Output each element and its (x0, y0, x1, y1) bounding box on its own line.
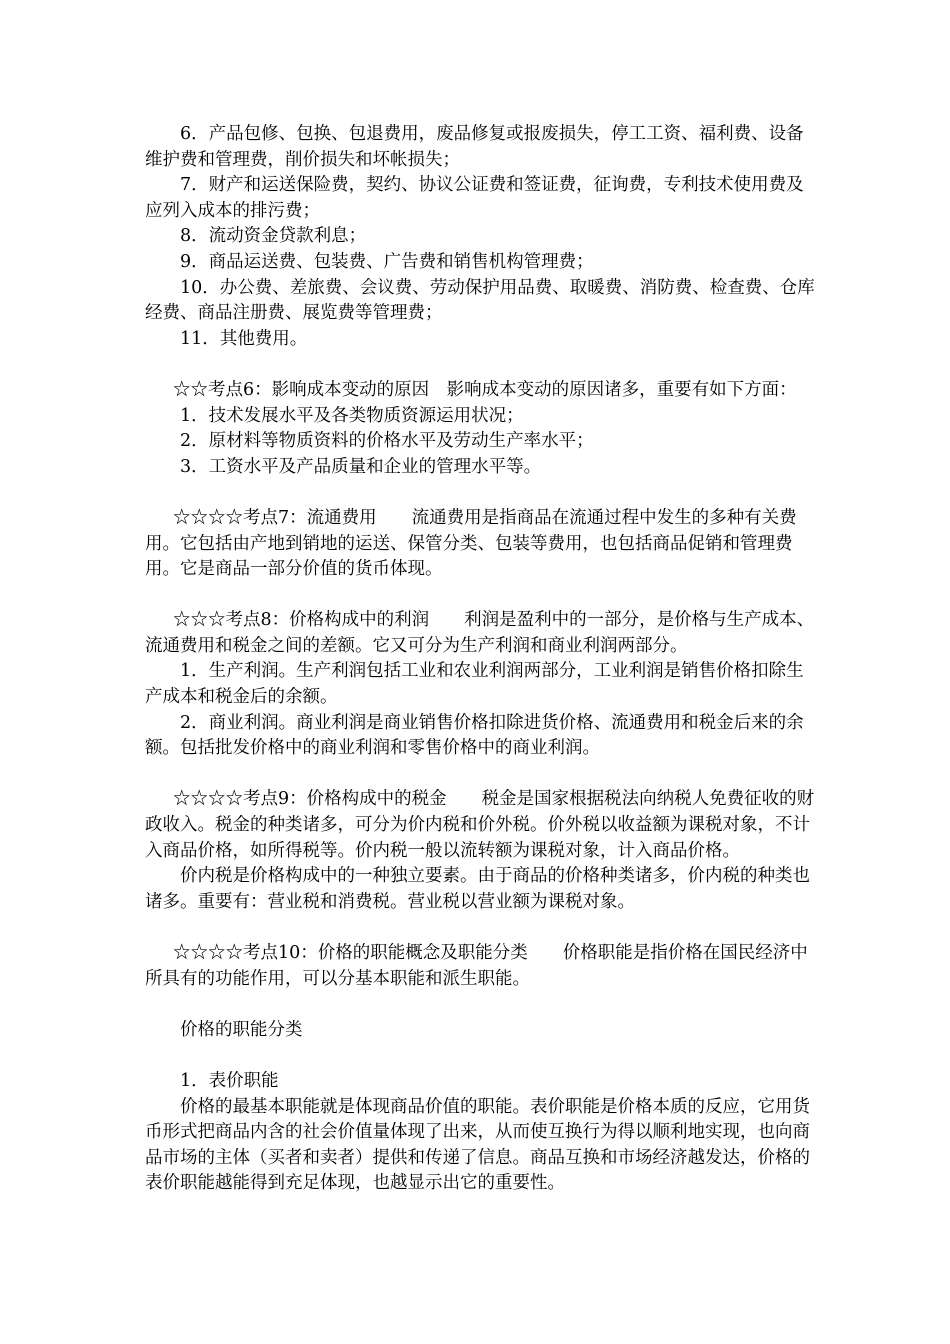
section-point-8: ☆☆☆考点8：价格构成中的利润 利润是盈利中的一部分，是价格与生产成本、流通费用和税金之间的差额。它又可分为生产利润和商业利润两部分。 (145, 610, 815, 656)
point-6-item-2: 2．原材料等物质资料的价格水平及劳动生产率水平； (180, 431, 594, 452)
price-function-item-1: 1．表价职能 (180, 1070, 279, 1091)
section-point-10: ☆☆☆☆考点10：价格的职能概念及职能分类 价格职能是指价格在国民经济中所具有的功能作用，可以分基本职能和派生职能。 (145, 943, 808, 989)
paragraph-gap (145, 915, 817, 941)
price-function-heading: 价格的职能分类 (180, 1019, 303, 1040)
cost-item-6: 6．产品包修、包换、包退费用，废品修复或报废损失，停工工资、福利费、设备维护费和管理费，削价损失和坏帐损失； (145, 124, 804, 170)
point-9-paragraph: 价内税是价格构成中的一种独立要素。由于商品的价格种类诸多，价内税的种类也诸多。重要有：营业税和消费税。营业税以营业额为课税对象。 (145, 866, 810, 912)
paragraph-gap (145, 480, 817, 506)
point-6-item-3: 3．工资水平及产品质量和企业的管理水平等。 (180, 456, 542, 477)
paragraph-gap (145, 1043, 817, 1069)
section-point-9: ☆☆☆☆考点9：价格构成中的税金 税金是国家根据税法向纳税人免费征收的财政收入。税金的种类诸多，可分为价内税和价外税。价外税以收益额为课税对象，不计入商品价格，如所得税等。价内税一般以流转额为课税对象，计入商品价格。 (145, 789, 815, 861)
paragraph-gap (145, 992, 817, 1018)
cost-item-9: 9．商品运送费、包装费、广告费和销售机构管理费； (180, 251, 594, 272)
cost-item-7: 7．财产和运送保险费，契约、协议公证费和签证费，征询费，专利技术使用费及应列入成本的排污费； (145, 175, 804, 221)
paragraph-gap (145, 762, 817, 788)
cost-item-10: 10．办公费、差旅费、会议费、劳动保护用品费、取暖费、消防费、检查费、仓库经费、商品注册费、展览费等管理费； (145, 277, 815, 324)
paragraph-gap (145, 352, 817, 378)
point-6-item-1: 1．技术发展水平及各类物质资源运用状况； (180, 405, 524, 426)
paragraph-gap (145, 583, 817, 609)
document-body (145, 122, 817, 1197)
cost-item-8: 8．流动资金贷款利息； (180, 226, 367, 247)
price-function-paragraph: 价格的最基本职能就是体现商品价值的职能。表价职能是价格本质的反应，它用货币形式把商品内含的社会价值量体现了出来，从而使互换行为得以顺利地实现，也向商品市场的主体（买者和卖者）提供和传递了信息。商品互换和市场经济越发达，价格的表价职能越能得到充足体现，也越显示出它的重要性。 (145, 1096, 810, 1194)
section-point-6: ☆☆考点6：影响成本变动的原因 影响成本变动的原因诸多，重要有如下方面： (173, 379, 797, 400)
point-8-item-2: 2．商业利润。商业利润是商业销售价格扣除进货价格、流通费用和税金后来的余额。包括批发价格中的商业利润和零售价格中的商业利润。 (145, 712, 804, 759)
section-point-7: ☆☆☆☆考点7：流通费用 流通费用是指商品在流通过程中发生的多种有关费用。它包括由产地到销地的运送、保管分类、包装等费用，也包括商品促销和管理费用。它是商品一部分价值的货币体现。 (145, 507, 797, 580)
cost-item-11: 11．其他费用。 (180, 328, 308, 349)
point-8-item-1: 1．生产利润。生产利润包括工业和农业利润两部分，工业利润是销售价格扣除生产成本和税金后的余额。 (145, 661, 804, 708)
